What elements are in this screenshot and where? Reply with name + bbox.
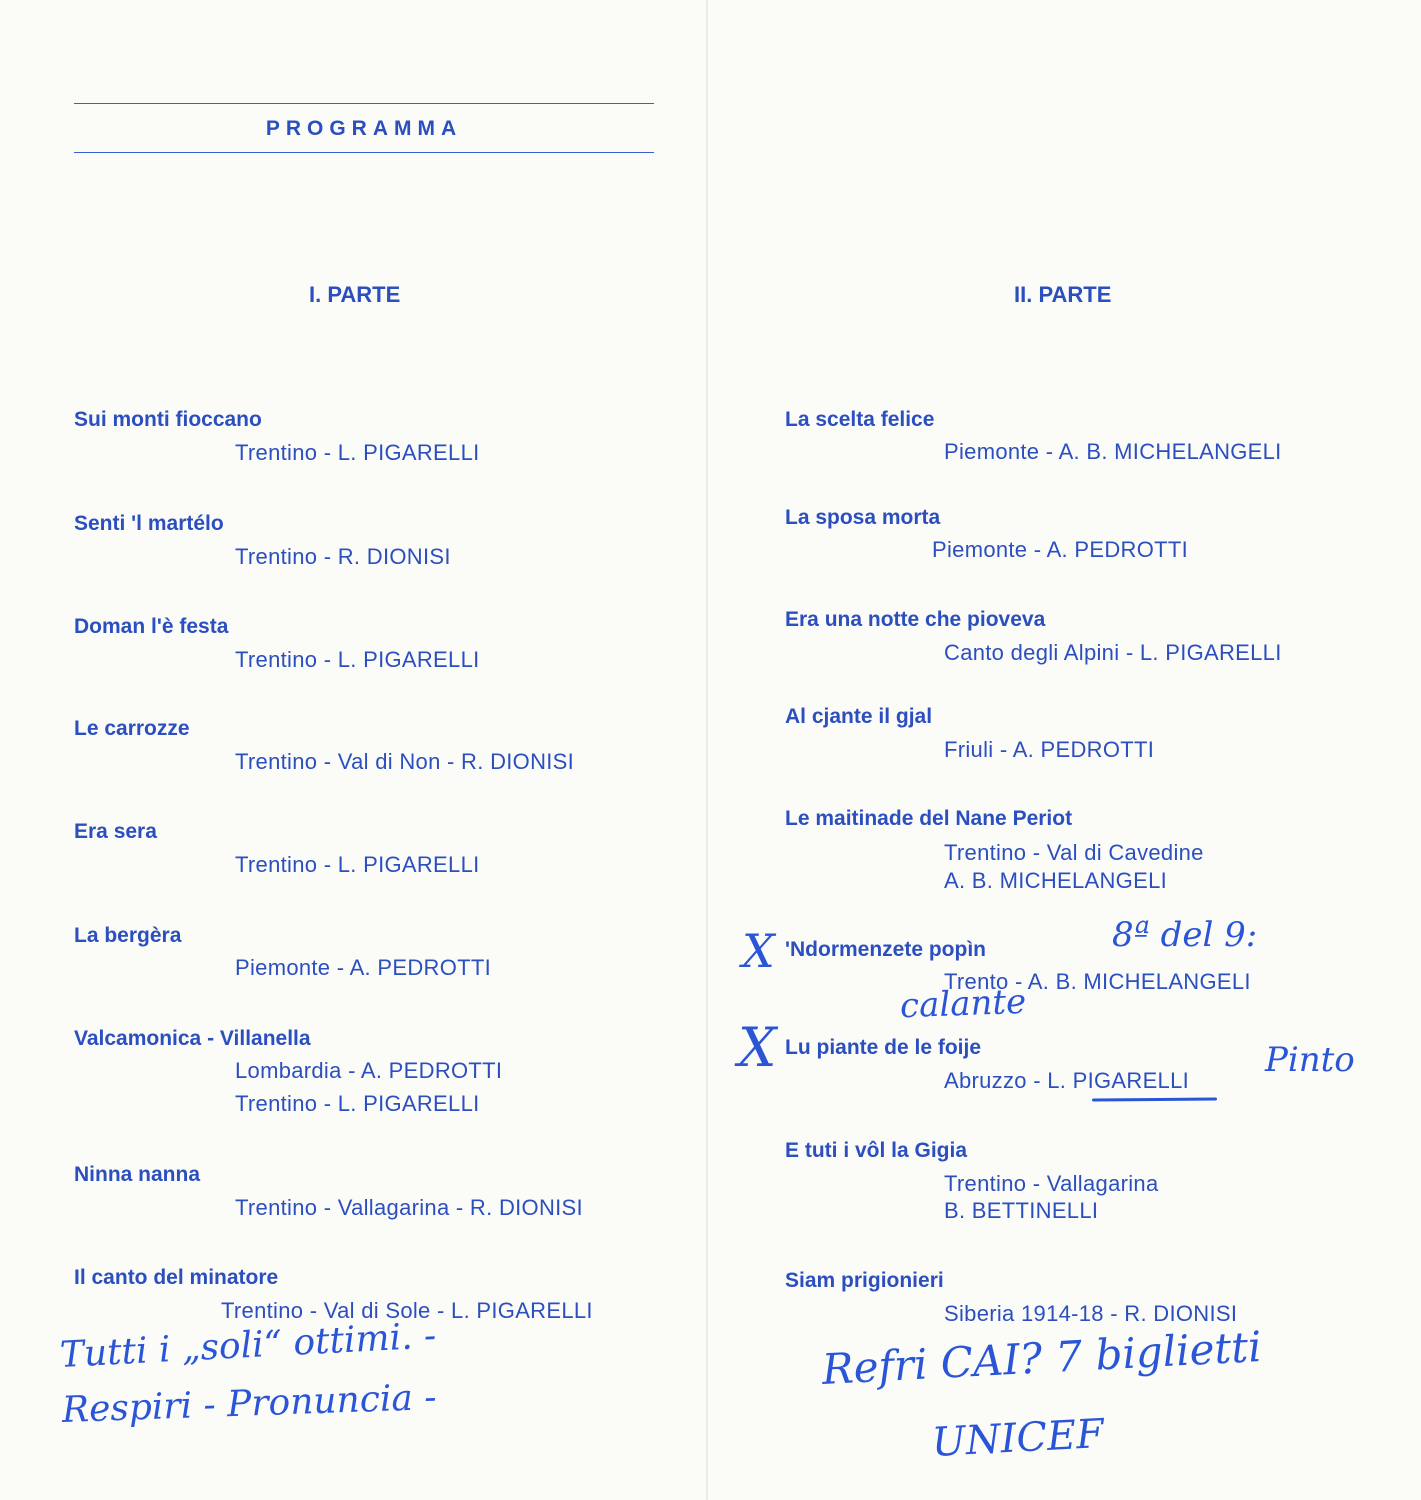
song-title: Al cjante il gjal	[785, 705, 933, 728]
song-details: Trentino - Val di Cavedine	[944, 840, 1204, 865]
song-title: Sui monti fioccano	[74, 408, 262, 431]
song-details: Piemonte - A. B. MICHELANGELI	[944, 439, 1282, 464]
song-details: Piemonte - A. PEDROTTI	[932, 537, 1189, 562]
fold-line	[706, 0, 708, 1500]
part2-title: II. PARTE	[1014, 282, 1112, 307]
heading-top-rule	[74, 103, 654, 104]
song-details: Lombardia - A. PEDROTTI	[235, 1058, 503, 1083]
song-details: Trentino - Vallagarina	[944, 1171, 1159, 1196]
song-title: La scelta felice	[785, 408, 935, 431]
handwritten-x-mark: X	[742, 924, 775, 978]
song-title: E tuti i vôl la Gigia	[785, 1139, 968, 1162]
song-title: La sposa morta	[785, 506, 941, 529]
song-details: Trentino - Val di Sole - L. PIGARELLI	[221, 1298, 593, 1323]
handwritten-note-ottava: 8ª del 9:	[1112, 915, 1258, 955]
song-details: Canto degli Alpini - L. PIGARELLI	[944, 640, 1282, 665]
song-title: Era una notte che pioveva	[785, 608, 1046, 631]
part1-title: I. PARTE	[309, 282, 401, 307]
song-title: Lu piante de le foije	[785, 1036, 982, 1059]
handwritten-x-mark: X	[738, 1016, 777, 1079]
song-title: Doman l'è festa	[74, 615, 229, 638]
song-title: Le maitinade del Nane Periot	[785, 807, 1073, 830]
song-title: 'Ndormenzete popìn	[785, 938, 986, 961]
song-details: Abruzzo - L. PIGARELLI	[944, 1068, 1190, 1093]
handwritten-note-calante: calante	[899, 981, 1027, 1027]
song-title: Senti 'l martélo	[74, 512, 224, 535]
handwritten-note-pinto: Pinto	[1265, 1040, 1355, 1080]
handwritten-underline	[1092, 1097, 1217, 1101]
handwritten-note-left-1: Tutti i „soli“ ottimi. -	[58, 1315, 438, 1376]
song-title: Era sera	[74, 820, 157, 843]
song-details: Trentino - L. PIGARELLI	[235, 1091, 480, 1116]
song-details: B. BETTINELLI	[944, 1198, 1099, 1223]
handwritten-note-right-2: UNICEF	[930, 1411, 1106, 1466]
song-details: Trentino - L. PIGARELLI	[235, 440, 480, 465]
song-title: Valcamonica - Villanella	[74, 1027, 311, 1050]
song-title: Il canto del minatore	[74, 1266, 279, 1289]
page-heading: PROGRAMMA	[265, 117, 463, 140]
song-details: Trentino - R. DIONISI	[235, 544, 451, 569]
song-title: La bergèra	[74, 924, 182, 947]
song-details: Siberia 1914-18 - R. DIONISI	[944, 1301, 1238, 1326]
handwritten-note-right-1: Refri CAI? 7 biglietti	[820, 1322, 1263, 1394]
heading-bottom-rule	[74, 152, 654, 153]
song-details: Trentino - Vallagarina - R. DIONISI	[235, 1195, 583, 1220]
song-details: Trentino - Val di Non - R. DIONISI	[235, 749, 575, 774]
song-details: Trentino - L. PIGARELLI	[235, 852, 480, 877]
song-details: A. B. MICHELANGELI	[944, 868, 1168, 893]
song-title: Le carrozze	[74, 717, 190, 740]
song-details: Trento - A. B. MICHELANGELI	[944, 969, 1251, 994]
song-title: Ninna nanna	[74, 1163, 201, 1186]
song-details: Friuli - A. PEDROTTI	[944, 737, 1155, 762]
song-details: Piemonte - A. PEDROTTI	[235, 955, 492, 980]
song-details: Trentino - L. PIGARELLI	[235, 647, 480, 672]
handwritten-note-left-2: Respiri - Pronuncia -	[61, 1376, 438, 1431]
song-title: Siam prigionieri	[785, 1269, 944, 1292]
